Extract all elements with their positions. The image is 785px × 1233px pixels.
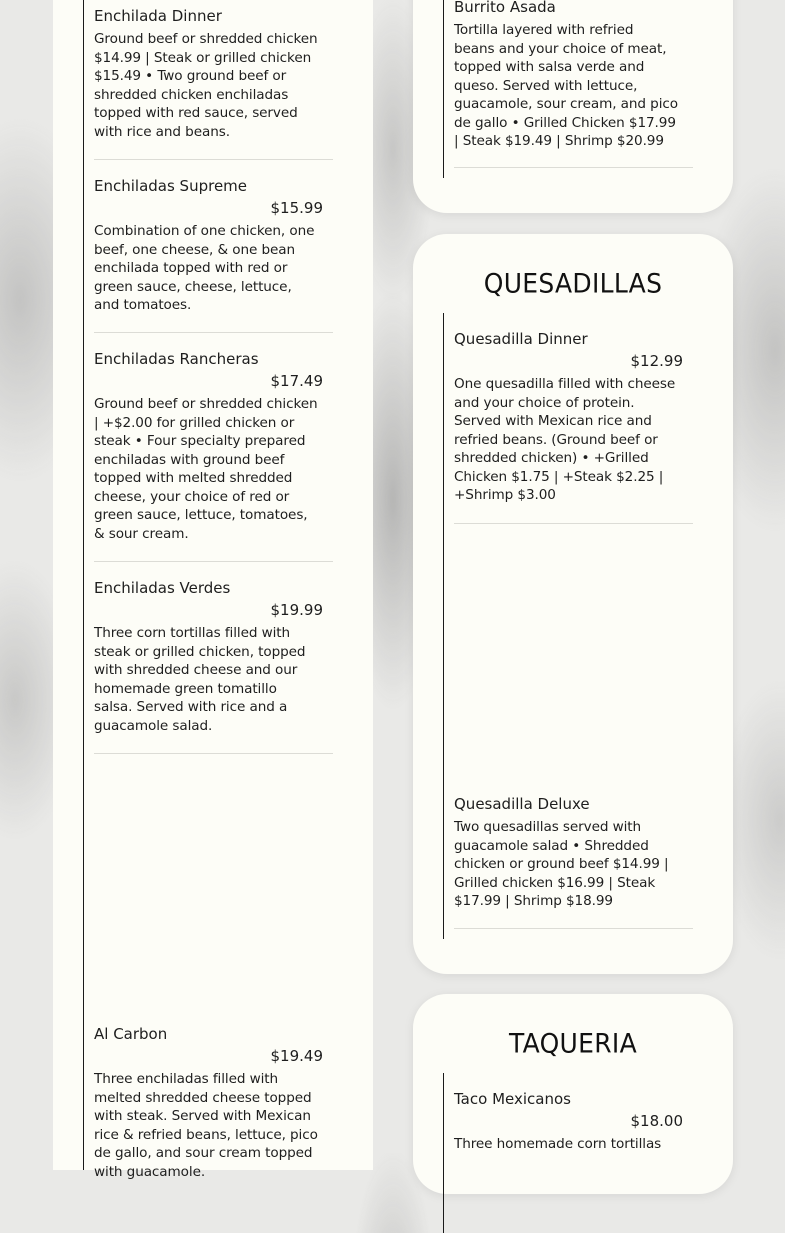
menu-item-taco-mexicanos	[454, 1089, 694, 1154]
menu-item-description: Ground beef or shredded chicken $14.99 | Steak or grilled chicken $15.49 • Two ground beef or shredded chicken enchiladas topped with red sauce, served with rice and beans.	[94, 31, 318, 140]
menu-item-price: $15.99	[270, 199, 323, 217]
section-title: QUESADILLAS	[483, 267, 663, 300]
section-divider-line	[443, 0, 444, 178]
menu-item-quesadilla-dinner	[454, 329, 694, 505]
burritos-card	[413, 0, 733, 213]
menu-item-price: $17.49	[270, 372, 323, 390]
section-divider-line	[443, 313, 444, 939]
menu-item-enchiladas-verdes	[94, 578, 334, 735]
item-separator	[94, 753, 333, 754]
section-divider-line	[443, 1073, 444, 1233]
section-title: TAQUERIA	[508, 1027, 637, 1060]
item-separator	[94, 332, 333, 333]
enchiladas-section	[53, 0, 373, 1180]
menu-item-price: $12.99	[630, 352, 683, 370]
item-separator	[454, 523, 693, 524]
menu-item-enchiladas-rancheras	[94, 349, 334, 543]
menu-item-enchiladas-supreme	[94, 176, 334, 315]
menu-item-name: Quesadilla Deluxe	[454, 795, 590, 813]
menu-item-name: Al Carbon	[94, 1025, 168, 1043]
menu-item-description: Three corn tortillas filled with steak or grilled chicken, topped with shredded cheese and our homemade green tomatillo salsa. Served with rice and a guacamole salad.	[94, 625, 306, 734]
quesadillas-card	[413, 234, 733, 974]
menu-item-name: Enchiladas Verdes	[94, 579, 231, 597]
item-separator	[94, 159, 333, 160]
menu-item-name: Enchilada Dinner	[94, 7, 222, 25]
menu-item-description: Two quesadillas served with guacamole salad • Shredded chicken or ground beef $14.99 | Grilled chicken $16.99 | Steak $17.99 | Shrimp $18.99	[454, 819, 669, 909]
menu-item-quesadilla-deluxe	[454, 794, 694, 911]
menu-item-description: Ground beef or shredded chicken | +$2.00 for grilled chicken or steak • Four specialty prepared enchiladas with ground beef topped with melted shredded cheese, your choice of red or green sauce, lettuce, tomatoes, & sour cream.	[94, 396, 318, 542]
menu-item-enchilada-dinner	[94, 6, 334, 141]
menu-item-name: Taco Mexicanos	[454, 1090, 571, 1108]
menu-item-price: $19.49	[270, 1047, 323, 1065]
menu-item-name: Quesadilla Dinner	[454, 330, 588, 348]
menu-item-description: Tortilla layered with refried beans and your choice of meat, topped with salsa verde and queso. Served with lettuce, guacamole, sour cream, and pico de gallo • Grilled Chicken $17.99 | Steak $19.49 | Shrimp $20.99	[454, 22, 678, 149]
menu-item-name: Enchiladas Rancheras	[94, 350, 259, 368]
menu-item-burrito-asada	[454, 0, 694, 151]
menu-item-description: One quesadilla filled with cheese and your choice of protein. Served with Mexican rice and refried beans. (Ground beef or shredded chicken) • +Grilled Chicken $1.75 | +Steak $2.25 | +Shrimp $3.00	[454, 376, 676, 503]
menu-item-al-carbon	[94, 1024, 334, 1181]
menu-item-price: $19.99	[270, 601, 323, 619]
menu-item-price: $18.00	[630, 1112, 683, 1130]
item-separator	[94, 561, 333, 562]
menu-item-description: Three homemade corn tortillas	[454, 1136, 662, 1152]
menu-item-name: Enchiladas Supreme	[94, 177, 248, 195]
item-separator	[454, 167, 693, 168]
menu-item-name: Burrito Asada	[454, 0, 556, 16]
taqueria-card	[413, 994, 733, 1194]
section-divider-line	[83, 0, 84, 1170]
menu-item-description: Combination of one chicken, one beef, one cheese, & one bean enchilada topped with red or green sauce, cheese, lettuce, and tomatoes.	[94, 223, 315, 313]
item-separator	[454, 928, 693, 929]
menu-item-description: Three enchiladas filled with melted shredded cheese topped with steak. Served with Mexican rice & refried beans, lettuce, pico de gallo, and sour cream topped with guacamole.	[94, 1071, 318, 1180]
